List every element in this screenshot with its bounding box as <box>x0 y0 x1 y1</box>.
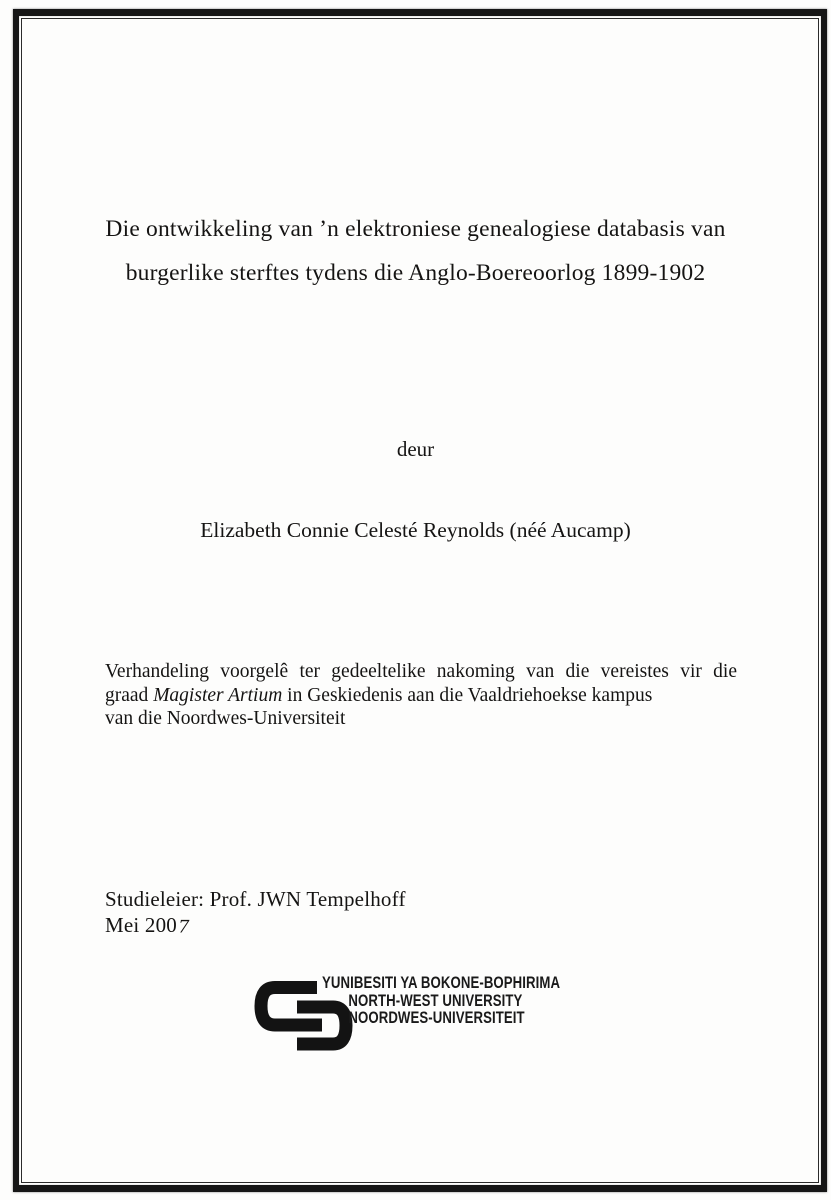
submission-statement <box>105 660 737 731</box>
statement-line3: van die Noordwes-Universiteit <box>105 708 346 729</box>
university-logo-text <box>322 975 560 1028</box>
author-name: Elizabeth Connie Celesté Reynolds (néé Aucamp) <box>200 518 631 542</box>
date-prefix: Mei 200 <box>105 913 177 937</box>
thesis-title <box>40 207 791 295</box>
statement-line2 <box>105 684 737 708</box>
degree-name-italic: Magister Artium <box>153 684 283 706</box>
logo-line-english: NORTH-WEST UNIVERSITY <box>348 991 523 1010</box>
statement-line2-prefix: graad <box>105 684 154 706</box>
logo-line-setswana: YUNIBESITI YA BOKONE-BOPHIRIMA <box>322 974 561 992</box>
statement-line2-suffix: in Geskiedenis aan die Vaaldriehoekse kampus <box>282 684 653 706</box>
statement-line1: Verhandeling voorgelê ter gedeeltelike nakoming van die vereistes vir die <box>105 661 737 682</box>
date-last-digit: 7 <box>177 915 191 938</box>
supervisor-line: Studieleier: Prof. JWN Tempelhoff <box>105 887 406 911</box>
date-line <box>105 912 406 938</box>
thesis-title-line2: burgerlike sterftes tydens die Anglo-Boereoorlog 1899-1902 <box>125 260 706 286</box>
supervisor-block <box>105 886 406 938</box>
thesis-title-line1: Die ontwikkeling van ’n elektroniese genealogiese databasis van <box>105 216 726 242</box>
byline-deur: deur <box>396 437 435 461</box>
logo-line-afrikaans: NOORDWES-UNIVERSITEIT <box>348 1009 525 1027</box>
